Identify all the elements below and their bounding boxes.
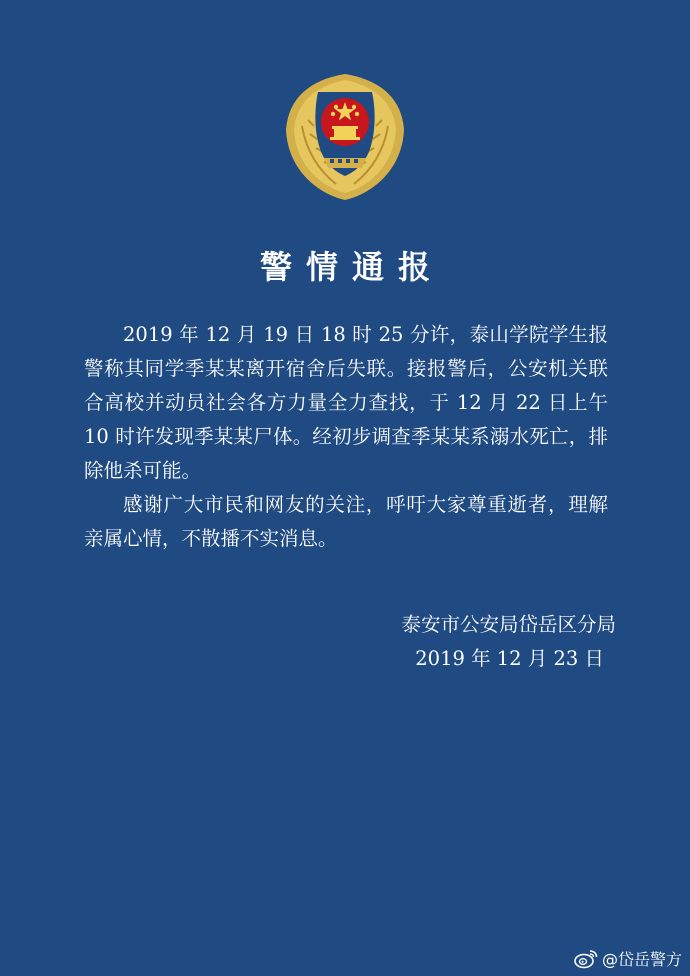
signature-block [401, 608, 616, 676]
issue-date: 2019 年 12 月 23 日 [415, 647, 604, 670]
issuing-organization: 泰安市公安局岱岳区分局 [401, 613, 616, 636]
weibo-watermark [574, 947, 682, 970]
weibo-icon [574, 949, 598, 969]
watermark-text: @岱岳警方 [601, 950, 682, 969]
paragraph-2: 感谢广大市民和网友的关注，呼吁大家尊重逝者，理解亲属心情，不散播不实消息。 [84, 493, 608, 550]
paragraph-1: 2019 年 12 月 19 日 18 时 25 分许，泰山学院学生报警称其同学季某某离开宿舍后失联。接报警后，公安机关联合高校并动员社会各方力量全力查找，于 12 月 22 日上午 10 时许发现季某某尸体。经初步调查季某某系溺水死亡，排除他杀可能。 [84, 323, 608, 482]
notice-body [84, 318, 608, 556]
police-emblem-icon [278, 70, 412, 204]
document-title: 警情通报 [259, 248, 444, 286]
